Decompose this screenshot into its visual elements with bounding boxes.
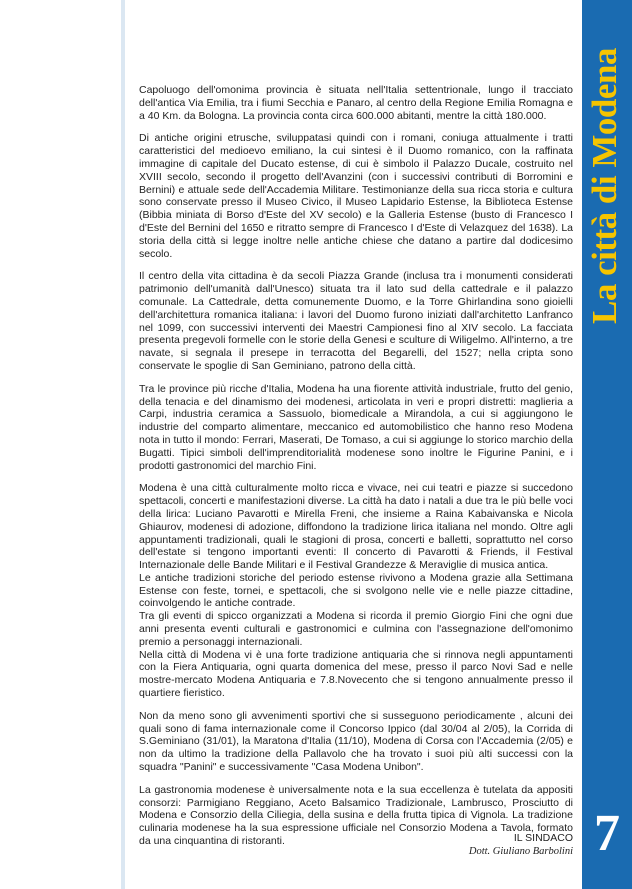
paragraph-intro: Capoluogo dell'omonima provincia è situata nell'Italia settentrionale, lungo il tracciato dell'antica Via Emilia, tra i fiumi Secchia e Panaro, al centro della Regione Emilia Romagna e a 40 Km. da Bologna. La provincia conta circa 600.000 abitanti, mentre la città 180.000. <box>139 84 573 122</box>
signature-role: IL SINDACO <box>513 832 573 844</box>
signature-block <box>380 832 573 858</box>
paragraph-antiques: Nella città di Modena vi è una forte tradizione antiquaria che si rinnova negli appuntamenti con la Fiera Antiquaria, ogni quarta domenica del mese, presso il parco Novi Sad e nelle mostre-mercato Modena Antiquaria e 7.8.Novecento che si tengono annualmente presso il quartiere fieristico. <box>139 648 573 700</box>
paragraph-city-center: Il centro della vita cittadina è da secoli Piazza Grande (inclusa tra i monumenti considerati patrimonio dell'umanità dall'Unesco) situata tra il lato sud della cattedrale e il palazzo comunale. La Cattedrale, detta comunemente Duomo, e la Torre Ghirlandina sono gioielli dell'architettura romanica italiana: i lavori del Duomo furono iniziati dall'architetto Lanfranco nel 1099, con successivi interventi dei Maestri Campionesi fino al XIV secolo. La facciata presenta pregevoli formelle con le storie della Genesi e sculture di Wiligelmo. All'interno, a tre navate, si segnala il presepe in terracotta del Begarelli, del 1527; nella cripta sono conservate le spoglie di San Geminiano, patrono della città. <box>139 270 573 372</box>
page-margin <box>0 0 125 889</box>
paragraph-culture: Modena è una città culturalmente molto ricca e vivace, nei cui teatri e piazze si succedono spettacoli, concerti e manifestazioni diverse. La città ha dato i natali a due tra le più belle voci della lirica: Luciano Pavarotti e Mirella Freni, che insieme a Raina Kabaivanska e Nicola Ghiaurov, modenesi di adozione, diffondono la tradizione lirica italiana nel mondo. Oltre agli appuntamenti tradizionali, quali le stagioni di prosa, concerti e balletti, soprattutto nel corso dell'estate si tengono importanti eventi: Il concerto di Pavarotti & Friends, il Festival Internazionale delle Bande Militari e il Festival Grandezze & Meraviglie di musica antica. <box>139 482 573 572</box>
paragraph-traditions: Le antiche tradizioni storiche del periodo estense rivivono a Modena grazie alla Settimana Estense con feste, tornei, e spettacoli, che si svolgono nelle vie e nelle piazze cittadine, coinvolgendo le antiche contrade. <box>139 571 573 610</box>
paragraph-history: Di antiche origini etrusche, sviluppatasi quindi con i romani, coniuga attualmente i tratti caratteristici del medioevo emiliano, la cui sintesi è il Duomo romanico, con la raffinata immagine di capitale del Ducato estense, di cui è simbolo il Palazzo Ducale, costruito nel XVIII secolo, secondo il progetto dell'Avanzini (con i successivi contributi di Borromini e Bernini) e attuale sede dell'Accademia Militare. Testimonianze della sua ricca storia e cultura sono conservate presso il Museo Civico, il Museo Lapidario Estense, la Biblioteca Estense (Bibbia miniata di Borso d'Este del XV secolo) e la Galleria Estense (busto di Francesco I d'Este del Bernini del 1650 e ritratto sempre di Francesco I d'Este di Velazquez del 1638). La storia della città si legge inoltre nelle antiche chiese che datano a partire dal dodicesimo secolo. <box>139 132 573 260</box>
article-body <box>139 84 573 858</box>
paragraph-sports: Non da meno sono gli avvenimenti sportivi che si susseguono periodicamente , alcuni dei quali sono di fama internazionale come il Concorso Ippico (dal 30/04 al 2/05), la Corrida di S.Geminiano (31/01), la Maratona d'Italia (11/10), Modena di Corsa con l'Accademia (2/05) e non da ultimo la tradizione della Pallavolo che ha trovato i suoi più alti successi con la squadra "Panini" e successivamente "Casa Modena Unibon". <box>139 709 573 774</box>
paragraph-industry: Tra le province più ricche d'Italia, Modena ha una fiorente attività industriale, frutto del genio, della tenacia e del dinamismo dei modenesi, articolata in veri e propri distretti: maglieria a Carpi, industria ceramica a Sassuolo, biomedicale a Mirandola, a cui si aggiungono le industrie del comparto alimentare, meccanico ed automobilistico che hanno reso Modena nota in tutto il mondo: Ferrari, Maserati, De Tomaso, a cui si aggiunge lo storico marchio della Bugatti. Tipici simboli dell'imprenditorialità modenese sono inoltre le Figurine Panini, e i prodotti gastronomici del marchio Fini. <box>139 382 574 472</box>
paragraph-gastronomy: La gastronomia modenese è universalmente nota e la sua eccellenza è tutelata da appositi consorzi: Parmigiano Reggiano, Aceto Balsamico Tradizionale, Lambrusco, Prosciutto di Modena e Consorzio della Ciliegia, della susina e della frutta tipica di Vignola. La tradizione culinaria modenese ha la sua espressione ufficiale nel Consorzio Modena a Tavola, formato da una cinquantina di ristoranti. <box>139 783 573 848</box>
signature-name: Dott. Giuliano Barbolini <box>468 846 573 857</box>
paragraph-events: Tra gli eventi di spicco organizzati a Modena si ricorda il premio Giorgio Fini che ogni due anni presenta eventi culturali e gastronomici e culmina con l'assegnazione dell'omonimo premio a personaggi internazionali. <box>139 610 573 648</box>
page-edge-shadow <box>121 0 125 889</box>
page-number: 7 <box>594 805 620 862</box>
sidebar-title: La città di Modena <box>585 48 624 324</box>
